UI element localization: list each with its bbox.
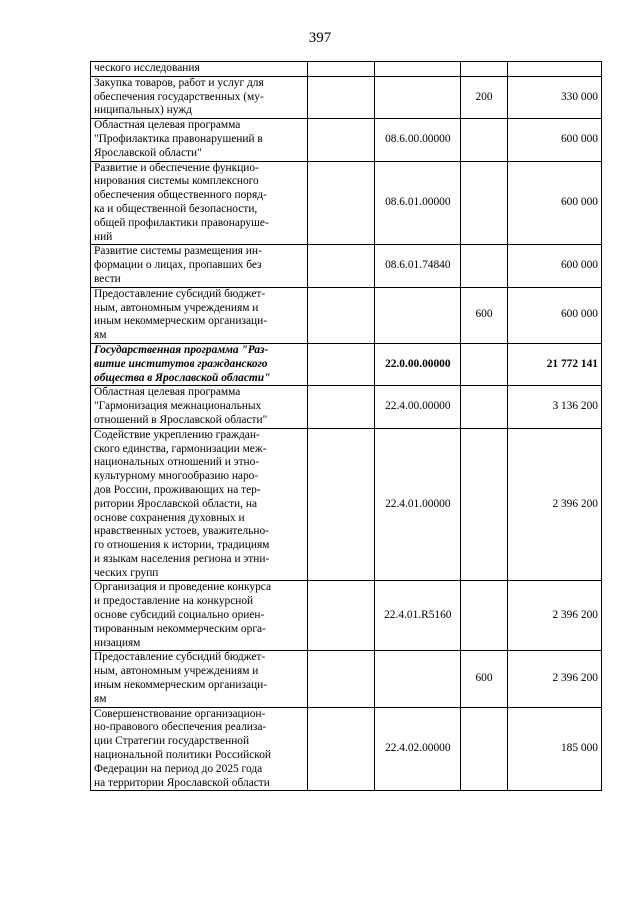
- table-row: [91, 581, 602, 651]
- row-column-2-cell: [307, 62, 375, 77]
- row-expense-type-cell: 200: [461, 76, 507, 118]
- table-row: [91, 343, 602, 385]
- row-name-cell: Организация и проведение конкурса и предоставление на конкурсной основе субсидий социально ориен- тированным некоммерческим орга- низациям: [91, 581, 308, 651]
- row-amount-cell: 600 000: [507, 119, 601, 161]
- row-amount-cell: [507, 62, 601, 77]
- row-column-2-cell: [307, 119, 375, 161]
- table-row: [91, 707, 602, 791]
- row-column-2-cell: [307, 343, 375, 385]
- row-expense-type-cell: [461, 428, 507, 581]
- row-column-2-cell: [307, 245, 375, 287]
- row-expense-type-cell: [461, 245, 507, 287]
- row-target-code-cell: [375, 287, 461, 343]
- row-name-cell: Государственная программа "Раз- витие институтов гражданского общества в Ярославской области": [91, 343, 308, 385]
- row-amount-cell: 185 000: [507, 707, 601, 791]
- budget-table: [90, 61, 602, 791]
- row-column-2-cell: [307, 651, 375, 707]
- row-column-2-cell: [307, 161, 375, 245]
- table-row: [91, 161, 602, 245]
- row-column-2-cell: [307, 707, 375, 791]
- row-amount-cell: 600 000: [507, 287, 601, 343]
- row-target-code-cell: 22.4.00.00000: [375, 386, 461, 428]
- row-column-2-cell: [307, 76, 375, 118]
- row-target-code-cell: 08.6.00.00000: [375, 119, 461, 161]
- row-target-code-cell: 08.6.01.74840: [375, 245, 461, 287]
- row-expense-type-cell: [461, 707, 507, 791]
- row-name-cell: Предоставление субсидий бюджет- ным, автономным учреждениям и иным некоммерческим организаци- ям: [91, 651, 308, 707]
- row-name-cell: Развитие и обеспечение функцио- нирования системы комплексного обеспечения общественного поряд- ка и общественной безопасности, общей профилактики правонаруше- ний: [91, 161, 308, 245]
- table-row: [91, 62, 602, 77]
- row-column-2-cell: [307, 386, 375, 428]
- row-name-cell: Содействие укреплению граждан- ского единства, гармонизации меж- национальных отношений и этно- культурному многообразию наро- дов России, проживающих на тер- ритории Ярославской области, на основе сохранения духовных и нравственных устоев, уважительно- го отношения к истории, традициям и языкам населения региона и этни- ческих групп: [91, 428, 308, 581]
- row-name-cell: Развитие системы размещения ин- формации о лицах, пропавших без вести: [91, 245, 308, 287]
- row-expense-type-cell: 600: [461, 287, 507, 343]
- row-amount-cell: 600 000: [507, 161, 601, 245]
- row-column-2-cell: [307, 428, 375, 581]
- row-name-cell: ческого исследования: [91, 62, 308, 77]
- row-column-2-cell: [307, 581, 375, 651]
- row-name-cell: Областная целевая программа "Гармонизация межнациональных отношений в Ярославской области": [91, 386, 308, 428]
- row-expense-type-cell: [461, 581, 507, 651]
- page-number: 397: [308, 30, 332, 46]
- row-amount-cell: 2 396 200: [507, 581, 601, 651]
- row-target-code-cell: 22.0.00.00000: [375, 343, 461, 385]
- row-target-code-cell: 22.4.01.R5160: [375, 581, 461, 651]
- row-target-code-cell: 22.4.01.00000: [375, 428, 461, 581]
- row-target-code-cell: 08.6.01.00000: [375, 161, 461, 245]
- table-row: [91, 386, 602, 428]
- row-expense-type-cell: [461, 343, 507, 385]
- row-expense-type-cell: 600: [461, 651, 507, 707]
- row-amount-cell: 21 772 141: [507, 343, 601, 385]
- row-amount-cell: 2 396 200: [507, 428, 601, 581]
- row-amount-cell: 330 000: [507, 76, 601, 118]
- table-row: [91, 428, 602, 581]
- table-row: [91, 287, 602, 343]
- row-name-cell: Совершенствование организацион- но-правового обеспечения реализа- ции Стратегии государственной национальной политики Российской Федерации на период до 2025 года на территории Ярославской области: [91, 707, 308, 791]
- row-target-code-cell: [375, 651, 461, 707]
- row-column-2-cell: [307, 287, 375, 343]
- row-expense-type-cell: [461, 62, 507, 77]
- row-expense-type-cell: [461, 119, 507, 161]
- row-name-cell: Областная целевая программа "Профилактика правонарушений в Ярославской области": [91, 119, 308, 161]
- table-row: [91, 119, 602, 161]
- row-amount-cell: 3 136 200: [507, 386, 601, 428]
- row-expense-type-cell: [461, 386, 507, 428]
- table-row: [91, 651, 602, 707]
- row-name-cell: Предоставление субсидий бюджет- ным, автономным учреждениям и иным некоммерческим организаци- ям: [91, 287, 308, 343]
- row-amount-cell: 2 396 200: [507, 651, 601, 707]
- table-row: [91, 245, 602, 287]
- row-target-code-cell: [375, 62, 461, 77]
- table-row: [91, 76, 602, 118]
- row-expense-type-cell: [461, 161, 507, 245]
- row-target-code-cell: 22.4.02.00000: [375, 707, 461, 791]
- row-target-code-cell: [375, 76, 461, 118]
- row-name-cell: Закупка товаров, работ и услуг для обеспечения государственных (му- ниципальных) нужд: [91, 76, 308, 118]
- row-amount-cell: 600 000: [507, 245, 601, 287]
